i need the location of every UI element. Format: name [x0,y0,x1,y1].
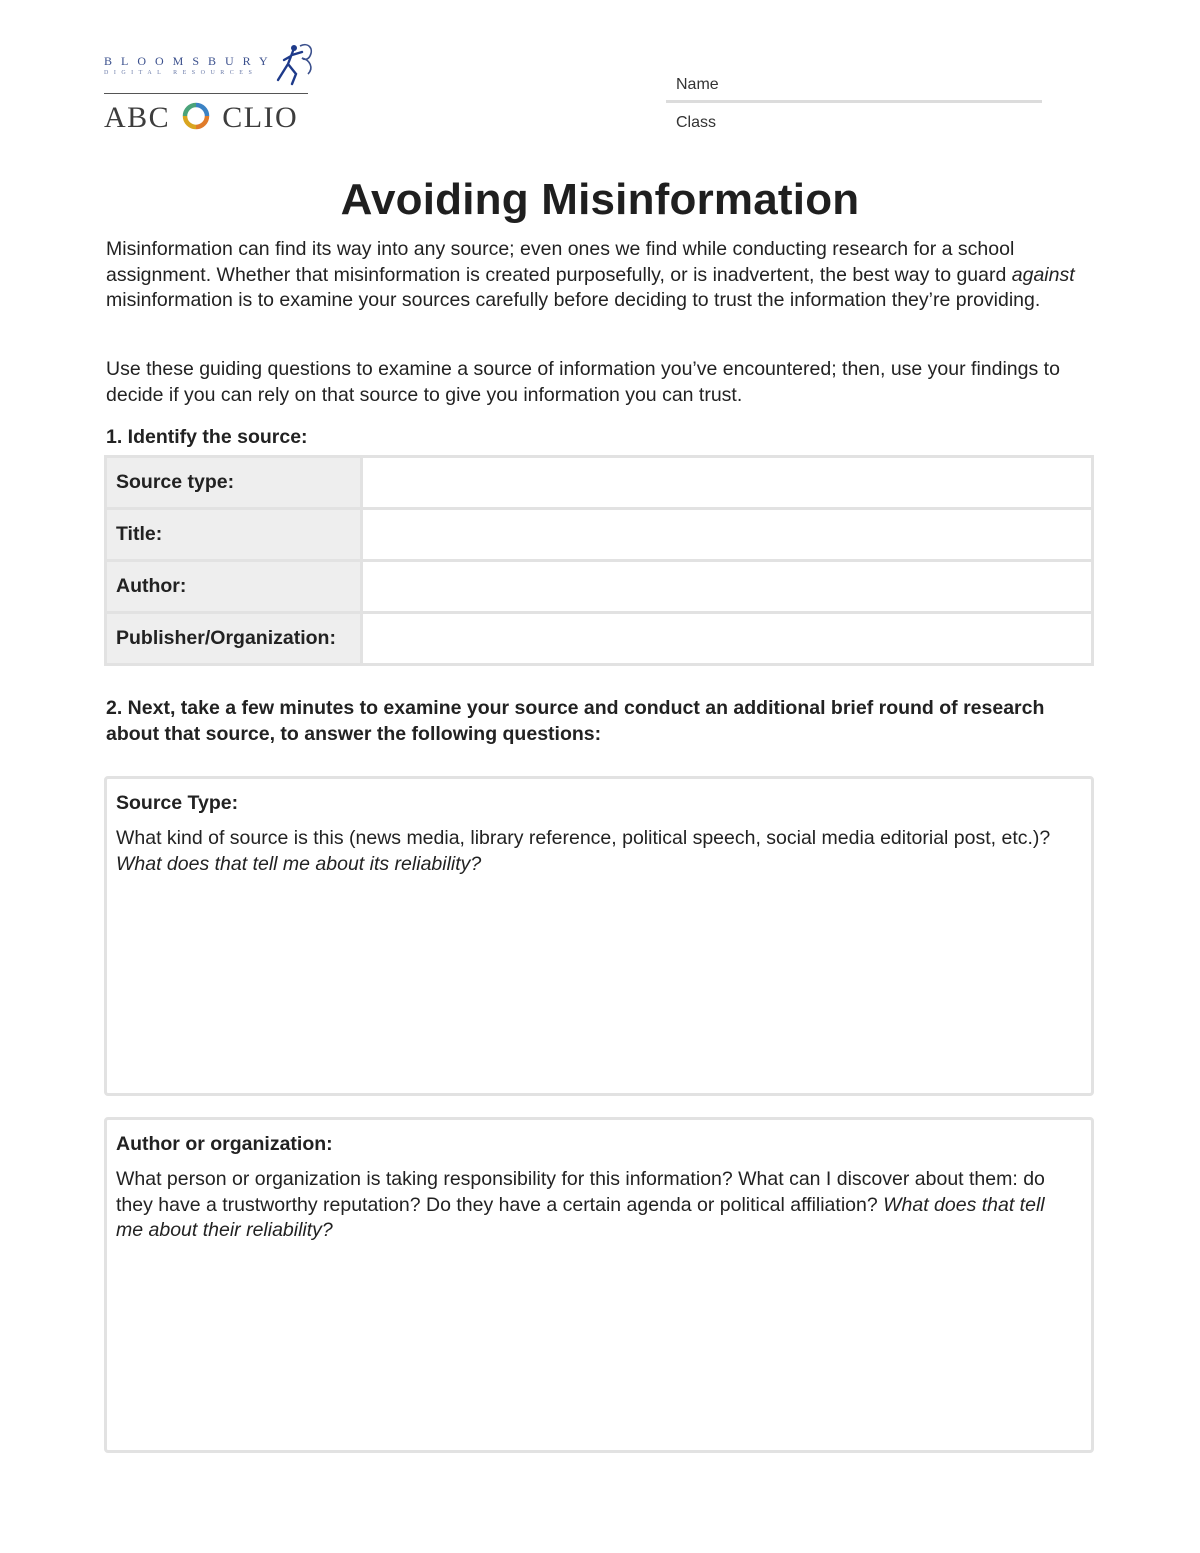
logo-publisher-name: BLOOMSBURY [104,54,277,68]
publisher-field[interactable] [362,613,1093,665]
logo-imprint-left: ABC [104,101,171,134]
circle-mark-icon [181,102,211,130]
question-emphasis: What does that tell me about its reliability? [116,852,482,875]
name-label: Name [676,76,719,93]
question-part: What person or organization is taking responsibility for this information? What can I discover about them: do they have a trustworthy reputation? Do they have a certain agenda or political affiliation? [116,1168,1045,1216]
logo-publisher-tagline: DIGITAL RESOURCES [104,70,258,76]
step1-heading: 1. Identify the source: [106,426,308,448]
source-type-answer-box[interactable] [104,776,1094,1096]
author-organization-answer-box[interactable] [104,1117,1094,1453]
step2-heading: 2. Next, take a few minutes to examine your source and conduct an additional brief round of research about that source, to answer the following questions: [106,697,1045,745]
name-field[interactable] [666,100,1042,103]
question-part: What kind of source is this (news media, library reference, political speech, social media editorial post, etc.)? [116,827,1051,849]
row-label: Publisher/Organization: [106,613,362,665]
diver-figure-icon [264,40,316,88]
table-row [106,457,1093,509]
class-label: Class [676,114,717,131]
question-heading: Author or organization: [116,1133,333,1155]
table-row [106,613,1093,665]
source-type-field[interactable] [362,457,1093,509]
table-row [106,561,1093,613]
intro-emphasis: against [1011,263,1075,286]
logo-imprint [104,102,298,134]
question-text [116,1167,1076,1244]
logo-imprint-right: CLIO [222,101,299,134]
table-row [106,509,1093,561]
question-heading: Source Type: [116,792,239,814]
publisher-logo [104,40,314,136]
intro-text-part: misinformation is to examine your sources carefully before deciding to trust the information they’re providing. [106,289,1041,311]
question-text [116,826,1076,877]
intro-text-part: Misinformation can find its way into any source; even ones we find while conducting research for a school assignment. Whether that misinformation is created purposefully, or is inadvertent, the best way to guard [106,238,1015,286]
author-field[interactable] [362,561,1093,613]
question-emphasis: What does that tell me about their reliability? [116,1193,1045,1241]
row-label: Author: [106,561,362,613]
logo-divider [104,93,308,94]
page-title: Avoiding Misinformation [340,175,860,224]
instructions-paragraph: Use these guiding questions to examine a source of information you’ve encountered; then, use your findings to decide if you can rely on that source to give you information you can trust. [106,358,1060,406]
title-field[interactable] [362,509,1093,561]
row-label: Title: [106,509,362,561]
row-label: Source type: [106,457,362,509]
intro-paragraph [106,237,1081,314]
source-identification-table [104,455,1094,666]
